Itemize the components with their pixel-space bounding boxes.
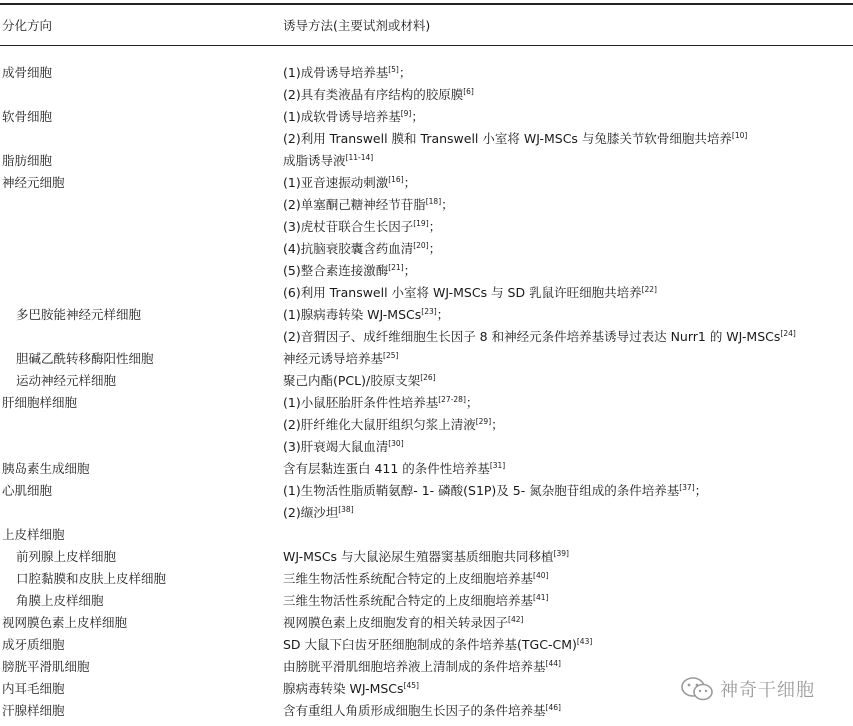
method-text: WJ-MSCs 与大鼠泌尿生殖器窦基质细胞共同移植 bbox=[283, 549, 554, 564]
cell-differentiation-type: 视网膜色素上皮样细胞 bbox=[2, 615, 128, 630]
citation-reference: [21] bbox=[388, 263, 404, 272]
method-text: (1)腺病毒转染 WJ-MSCs bbox=[283, 307, 422, 322]
cell-induction-method bbox=[283, 282, 657, 304]
citation-reference: [37] bbox=[679, 483, 695, 492]
cell-differentiation-type: 脂肪细胞 bbox=[2, 153, 53, 168]
table-row bbox=[0, 238, 853, 260]
cell-induction-method bbox=[283, 568, 548, 590]
table-row bbox=[0, 348, 853, 370]
table-row bbox=[0, 172, 853, 194]
citation-reference: [23] bbox=[421, 307, 437, 316]
method-text: (4)抗脑衰胶囊含药血清 bbox=[283, 241, 414, 256]
citation-reference: [24] bbox=[780, 329, 796, 338]
cell-induction-method bbox=[283, 260, 416, 282]
table-row bbox=[0, 326, 853, 348]
table-row bbox=[0, 260, 853, 282]
method-text: 聚己内酯(PCL)/胶原支架 bbox=[283, 373, 421, 388]
citation-reference: [22] bbox=[641, 285, 657, 294]
cell-induction-method bbox=[283, 84, 474, 106]
citation-reference: [19] bbox=[413, 219, 429, 228]
cell-induction-method bbox=[283, 370, 436, 392]
header-differentiation-direction: 分化方向 bbox=[2, 18, 53, 33]
cell-induction-method bbox=[283, 590, 548, 612]
table-row bbox=[0, 392, 853, 414]
citation-reference: [18] bbox=[425, 197, 442, 206]
cell-induction-method bbox=[283, 392, 478, 414]
method-text: (3)虎杖苷联合生长因子 bbox=[283, 219, 414, 234]
method-suffix: ； bbox=[403, 263, 417, 278]
cell-differentiation-type: 胆碱乙酰转移酶阳性细胞 bbox=[16, 351, 154, 366]
watermark bbox=[680, 676, 815, 702]
citation-reference: [26] bbox=[420, 373, 436, 382]
citation-reference: [9] bbox=[400, 109, 412, 118]
citation-reference: [20] bbox=[413, 241, 429, 250]
method-text: (2)具有类液晶有序结构的胶原膜 bbox=[283, 87, 464, 102]
method-suffix: ； bbox=[398, 65, 412, 80]
table-row bbox=[0, 304, 853, 326]
table-row bbox=[0, 480, 853, 502]
citation-reference: [25] bbox=[383, 351, 399, 360]
citation-reference: [31] bbox=[489, 461, 506, 470]
method-text: (1)成软骨诱导培养基 bbox=[283, 109, 401, 124]
cell-induction-method bbox=[283, 326, 796, 348]
table-row bbox=[0, 128, 853, 150]
table-row bbox=[0, 634, 853, 656]
citation-reference: [44] bbox=[545, 659, 561, 668]
cell-differentiation-type: 膀胱平滑肌细胞 bbox=[2, 659, 90, 674]
cell-differentiation-type: 前列腺上皮样细胞 bbox=[16, 549, 117, 564]
cell-induction-method bbox=[283, 480, 707, 502]
table-row bbox=[0, 84, 853, 106]
cell-induction-method bbox=[283, 62, 411, 84]
cell-induction-method bbox=[283, 172, 416, 194]
method-text: 神经元诱导培养基 bbox=[283, 351, 384, 366]
citation-reference: [16] bbox=[388, 175, 404, 184]
cell-differentiation-type: 内耳毛细胞 bbox=[2, 681, 65, 696]
citation-reference: [40] bbox=[533, 571, 549, 580]
table-row bbox=[0, 106, 853, 128]
citation-reference: [10] bbox=[731, 131, 748, 140]
method-suffix: ； bbox=[465, 395, 479, 410]
method-text: (5)整合素连接激酶 bbox=[283, 263, 389, 278]
table-row bbox=[0, 590, 853, 612]
table-row bbox=[0, 700, 853, 722]
method-text: (2)单塞酮己糖神经节苷脂 bbox=[283, 197, 426, 212]
cell-differentiation-type: 成骨细胞 bbox=[2, 65, 53, 80]
method-suffix: ； bbox=[441, 197, 454, 212]
citation-reference: [6] bbox=[463, 87, 474, 96]
method-text: (1)成骨诱导培养基 bbox=[283, 65, 389, 80]
citation-reference: [5] bbox=[388, 65, 399, 74]
method-suffix: ； bbox=[411, 109, 424, 124]
table-row bbox=[0, 150, 853, 172]
cell-induction-method bbox=[283, 150, 373, 172]
table-header bbox=[0, 16, 853, 36]
table-top-rule bbox=[0, 3, 853, 5]
cell-differentiation-type: 运动神经元样细胞 bbox=[16, 373, 117, 388]
cell-differentiation-type: 胰岛素生成细胞 bbox=[2, 461, 90, 476]
cell-induction-method bbox=[283, 304, 449, 326]
method-text: (1)亚音速振动刺激 bbox=[283, 175, 389, 190]
cell-differentiation-type: 汗腺样细胞 bbox=[2, 703, 65, 718]
wechat-logo-icon bbox=[680, 676, 714, 702]
cell-induction-method bbox=[283, 656, 561, 678]
table-row bbox=[0, 216, 853, 238]
table-row bbox=[0, 414, 853, 436]
cell-induction-method bbox=[283, 414, 504, 436]
table-row bbox=[0, 458, 853, 480]
method-text: 三维生物活性系统配合特定的上皮细胞培养基 bbox=[283, 593, 534, 608]
cell-differentiation-type: 多巴胺能神经元样细胞 bbox=[16, 307, 142, 322]
method-text: 由膀胱平滑肌细胞培养液上清制成的条件培养基 bbox=[283, 659, 546, 674]
method-text: (2)利用 Transwell 膜和 Transwell 小室将 WJ-MSCs 与兔膝关节软骨细胞共培养 bbox=[283, 131, 732, 146]
method-suffix: ； bbox=[428, 219, 442, 234]
method-text: 含有重组人角质形成细胞生长因子的条件培养基 bbox=[283, 703, 546, 718]
table-row bbox=[0, 502, 853, 524]
cell-differentiation-type: 角膜上皮样细胞 bbox=[16, 593, 104, 608]
table-row bbox=[0, 194, 853, 216]
cell-induction-method bbox=[283, 502, 354, 524]
method-text: (6)利用 Transwell 小室将 WJ-MSCs 与 SD 乳鼠许旺细胞共培养 bbox=[283, 285, 642, 300]
method-suffix: ； bbox=[428, 241, 442, 256]
citation-reference: [11-14] bbox=[345, 153, 374, 162]
cell-induction-method bbox=[283, 678, 419, 700]
watermark-text: 神奇干细胞 bbox=[720, 680, 815, 701]
citation-reference: [42] bbox=[508, 615, 524, 624]
method-text: (2)音猬因子、成纤维细胞生长因子 8 和神经元条件培养基诱导过表达 Nurr1 的 WJ-MSCs bbox=[283, 329, 781, 344]
method-suffix: ； bbox=[403, 175, 417, 190]
citation-reference: [39] bbox=[553, 549, 569, 558]
table-row bbox=[0, 370, 853, 392]
table-row bbox=[0, 524, 853, 546]
method-text: 视网膜色素上皮细胞发育的相关转录因子 bbox=[283, 615, 509, 630]
citation-reference: [46] bbox=[545, 703, 561, 712]
cell-differentiation-type: 肝细胞样细胞 bbox=[2, 395, 78, 410]
table-row bbox=[0, 62, 853, 84]
table-row bbox=[0, 568, 853, 590]
cell-induction-method bbox=[283, 458, 505, 480]
method-text: 三维生物活性系统配合特定的上皮细胞培养基 bbox=[283, 571, 534, 586]
cell-differentiation-type: 神经元细胞 bbox=[2, 175, 65, 190]
cell-induction-method bbox=[283, 238, 441, 260]
header-induction-method: 诱导方法(主要试剂或材料) bbox=[283, 18, 431, 33]
cell-differentiation-type: 软骨细胞 bbox=[2, 109, 53, 124]
cell-differentiation-type: 上皮样细胞 bbox=[2, 527, 65, 542]
method-suffix: ； bbox=[491, 417, 504, 432]
cell-induction-method bbox=[283, 700, 561, 722]
method-suffix: ； bbox=[436, 307, 450, 322]
citation-reference: [30] bbox=[388, 439, 404, 448]
table-row bbox=[0, 546, 853, 568]
method-text: (1)生物活性脂质鞘氨醇- 1- 磷酸(S1P)及 5- 氮杂胞苷组成的条件培养基 bbox=[283, 483, 680, 498]
table-row bbox=[0, 656, 853, 678]
method-text: (2)缬沙坦 bbox=[283, 505, 339, 520]
method-text: (3)肝衰竭大鼠血清 bbox=[283, 439, 389, 454]
method-text: SD 大鼠下臼齿牙胚细胞制成的条件培养基(TGC-CM) bbox=[283, 637, 577, 652]
cell-induction-method bbox=[283, 106, 424, 128]
method-text: 含有层黏连蛋白 411 的条件性培养基 bbox=[283, 461, 490, 476]
method-suffix: ； bbox=[694, 483, 708, 498]
citation-reference: [29] bbox=[475, 417, 492, 426]
table-row bbox=[0, 282, 853, 304]
citation-reference: [38] bbox=[338, 505, 354, 514]
cell-induction-method bbox=[283, 194, 454, 216]
table-row bbox=[0, 436, 853, 458]
method-text: (2)肝纤维化大鼠肝组织匀浆上清液 bbox=[283, 417, 476, 432]
cell-induction-method bbox=[283, 348, 398, 370]
citation-reference: [41] bbox=[533, 593, 549, 602]
citation-reference: [43] bbox=[576, 637, 593, 646]
cell-differentiation-type: 心肌细胞 bbox=[2, 483, 53, 498]
cell-induction-method bbox=[283, 128, 747, 150]
table-body bbox=[0, 62, 853, 722]
table-row bbox=[0, 612, 853, 634]
cell-induction-method bbox=[283, 436, 404, 458]
cell-induction-method bbox=[283, 216, 441, 238]
table-header-rule bbox=[0, 45, 853, 46]
cell-induction-method bbox=[283, 612, 523, 634]
cell-induction-method bbox=[283, 546, 569, 568]
cell-induction-method bbox=[283, 634, 592, 656]
method-text: 腺病毒转染 WJ-MSCs bbox=[283, 681, 404, 696]
cell-differentiation-type: 口腔黏膜和皮肤上皮样细胞 bbox=[16, 571, 167, 586]
method-text: 成脂诱导液 bbox=[283, 153, 346, 168]
citation-reference: [27-28] bbox=[438, 395, 466, 404]
cell-differentiation-type: 成牙质细胞 bbox=[2, 637, 65, 652]
citation-reference: [45] bbox=[403, 681, 419, 690]
method-text: (1)小鼠胚胎肝条件性培养基 bbox=[283, 395, 439, 410]
